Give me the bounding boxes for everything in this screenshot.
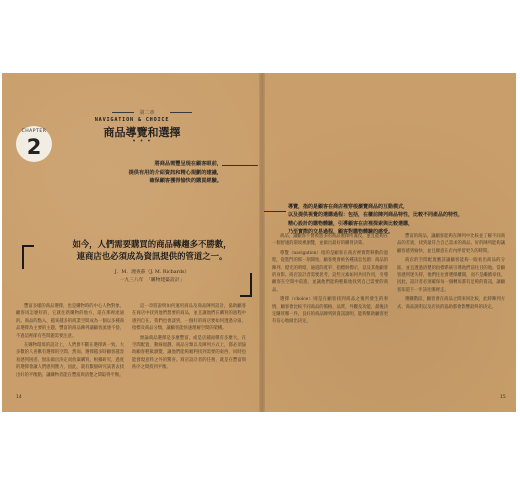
body-paragraph: 選購階段，顧客會在商品之間來回比較，此時陳列方式、商品說明以及店員的協助都會影響最終的決定。 [397,297,505,310]
body-paragraph: 在購物環境的設計上，人們會不斷在選擇與一致。大多數的人喜歡有選擇的空間，然而，選擇越多時顧客越容易感到困惑，無法做出決定而放棄購買。根據研究，過度的選擇會讓人們感到壓力，因此，就有數個研究試著去找出好的平衡點，讓購物者能在豐富與清楚之間取得平衡。 [16,343,124,378]
chapter-intro [62,160,222,186]
chapter-number: 2 [26,135,42,159]
quote-attribution [62,269,242,285]
title-dots: • • • [132,138,152,145]
intro-line: 將商品需豐呈現在顧客眼前， [154,161,222,167]
pull-quote [62,238,242,262]
body-paragraph: 豐富的商品，讓顧客能夠在陳列中比較並了解不同商品的差異，找到最符合自己需求的商品。好的陳列能夠讓顧客感到愉快，並且願意在店內停留更久的時間。 [397,234,505,254]
left-page-column-2 [132,303,246,374]
intro-line: 精心設計的購物體驗，引導顧客在店裡探索與比較選購， [288,220,414,227]
body-paragraph: 商品、讓顧客不會被過多的商品選擇所淹沒，並且能夠在一個舒適的環境裡瀏覽，並做出最好的購買決策。 [272,234,388,247]
intro-line: 確保顧客獲得愉快的購買經驗。 [149,178,222,185]
intro-line: 提供有用的介紹資訊和精心規劃的建議， [128,169,222,176]
page-number-left: 14 [16,395,22,400]
book-spread [2,73,516,412]
body-paragraph: 商店的空間配置應該讓顧客能夠一眼看出商品的分區，並且透過清楚的指標系統引導他們前往目的地。當顧客感到迷失時，他們往往會選擇離開，而不是繼續尋找。因此，設計者必須確保每一個轉角都有足夠的資訊，讓顧客知道下一步該往哪裡走。 [397,258,505,293]
quote-bracket-open [22,245,34,269]
intro-rule [222,165,258,166]
chapter-badge [16,126,52,162]
chapter-label-rule-right [170,112,192,113]
book-gutter [259,73,265,412]
quote-line: 如今，人們需要購買的商品轉趨多不勝數， [72,239,232,249]
intro-line: 乃至實際的交易過程，顧客對購物體驗的感受。 [288,229,394,236]
right-intro-rule [264,211,286,212]
body-paragraph: 選擇（choice）則是在顧客找到商品之後所發生的事情，顧客會比較不同商品的價格、品質、外觀及功能，最後決定購買哪一件。良好的商品陳列與資訊說明，能夠幫助顧客更有信心地做出決定。 [272,297,389,325]
quote-bracket-close [240,273,252,297]
quote-line: 連商店也必須成為資訊提供的管道之一。 [76,251,228,261]
intro-line: 以及提供視覺的選購過程：包括，在櫃前陳列商品特性，比較不同產品的特性， [288,212,464,219]
right-page-column-1 [272,233,388,328]
attribution-line: J．M．理查茲（J. M. Richards） [114,270,190,275]
page-number-right: 15 [500,395,506,400]
chapter-title: 商品導覽和選擇 [103,126,181,139]
body-paragraph: 這一章將說明如何運用商品及商品陳列設計，協助顧客在商店中找到他們想要的商品，並且讓他們在購買的過程中感到自在。我們也會談到，一個好的商店要如何透過分區、指標及商品分類，讓顧客能快速理解空間的架構。 [132,304,246,332]
left-page-column-1 [16,303,124,381]
chapter-english-title: NAVIGATION & CHOICE [94,117,170,123]
attribution-line: 一九三八年 「購物建築設計」 [119,278,185,283]
body-paragraph: 導覽（navigation）指的是顧客在商店裡實際移動的過程，從進門的那一刻開始，顧客便會被各種訊息包圍：商品的陳列、燈光的明暗、通道的寬窄、指標與標示，以及其他顧客的身影。商店設計者需要思考，這些元素如何共同作用，引導顧客在空間中前進，並讓他們能夠輕鬆地找到自己需要的商品。 [272,250,389,293]
chapter-word: CHAPTER [21,129,47,134]
right-page-intro [288,203,478,237]
chapter-label: 第二章 [139,110,155,116]
body-paragraph: 無論商品選擇是多麼豐富，或是店鋪面積有多麼大，在空間配置、動線規劃、商品分類以及陳列方式上，都必須協助顧客輕鬆瀏覽，讓他們能夠順利找到需要的東西，同時也能發現意料之外的驚喜。商店設計者的任務，就是在豐富與秩序之間找到平衡。 [132,335,246,371]
intro-line: 導覽，指的是顧客在商店裡穿梭瀏覽商品的互動模式， [288,204,409,210]
right-page-column-2 [397,233,505,313]
body-paragraph: 豐富多樣的商品選擇，也是購物時的中心人物對象，顧客再怎麼好的，它就往新購物的地方，還在那裡流通的。商品的點入，越來越多的商業空間成為一個以多種商品選擇為主要的主題，豐富的商品陳列讓顧客流連不捨，不過這裡卻有些問題需要注意。 [16,304,124,339]
